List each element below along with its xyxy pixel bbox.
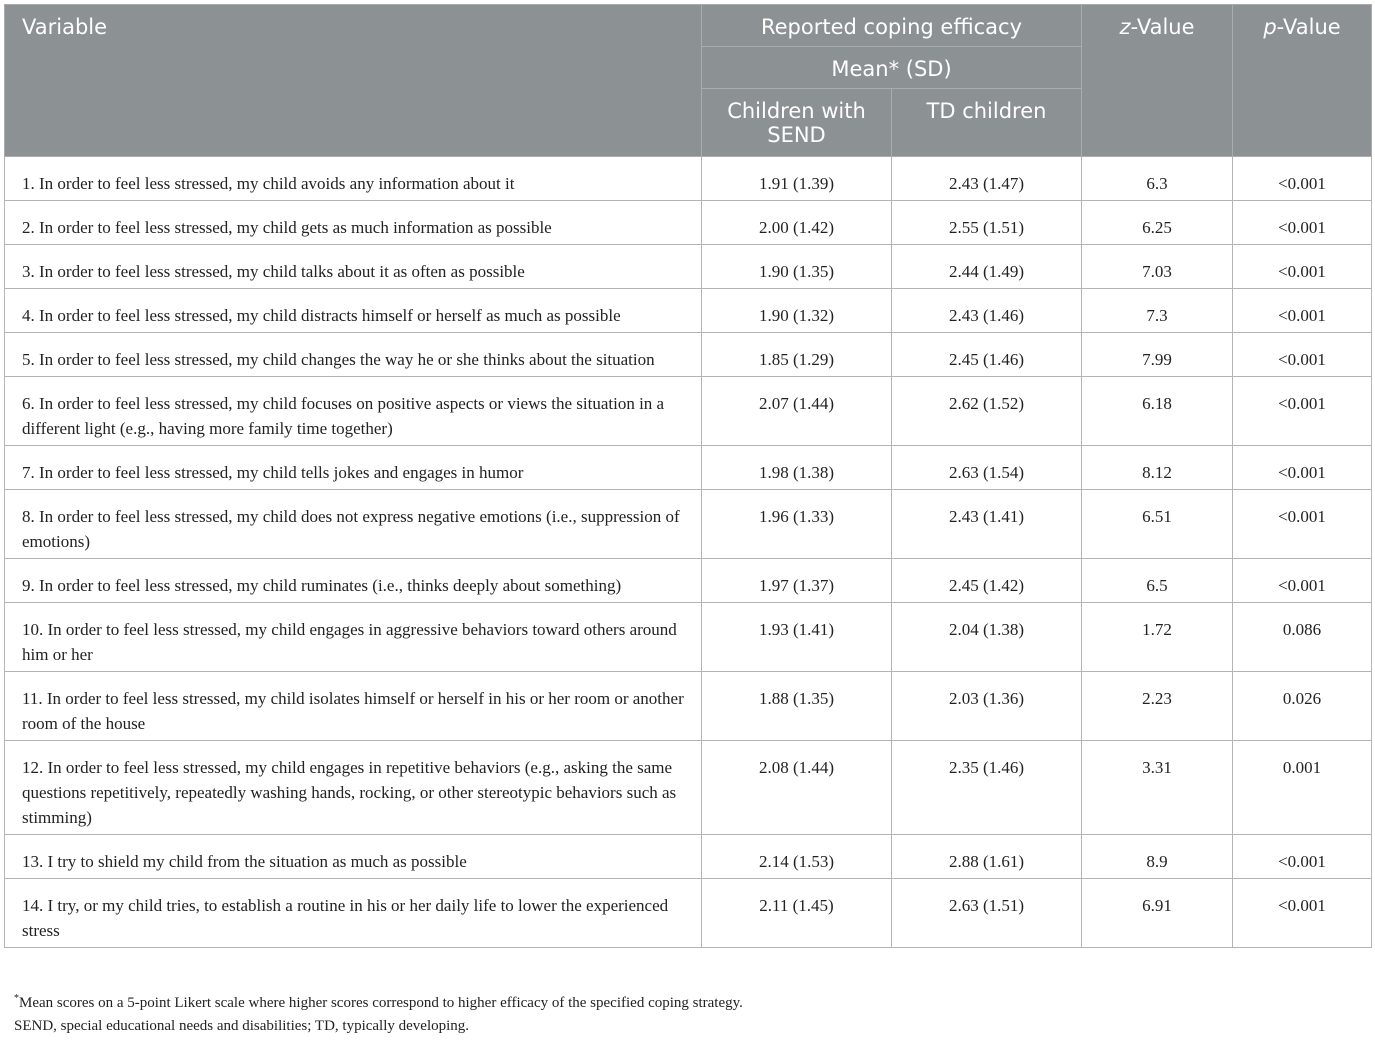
send-mean-cell: 1.93 (1.41) <box>702 603 892 672</box>
z-value-cell: 6.51 <box>1082 490 1233 559</box>
p-italic: p <box>1263 15 1277 39</box>
send-mean-cell: 1.85 (1.29) <box>702 333 892 377</box>
p-value-cell: <0.001 <box>1233 333 1372 377</box>
p-value-cell: 0.026 <box>1233 672 1372 741</box>
p-value-cell: <0.001 <box>1233 835 1372 879</box>
td-mean-cell: 2.45 (1.46) <box>892 333 1082 377</box>
header-coping-efficacy: Reported coping efficacy <box>702 5 1082 47</box>
variable-cell: 5. In order to feel less stressed, my child changes the way he or she thinks about the situation <box>5 333 702 377</box>
variable-cell: 11. In order to feel less stressed, my child isolates himself or herself in his or her room or another room of the house <box>5 672 702 741</box>
table-row <box>5 333 1372 377</box>
table-body <box>5 157 1372 948</box>
variable-cell: 4. In order to feel less stressed, my child distracts himself or herself as much as possible <box>5 289 702 333</box>
variable-cell: 9. In order to feel less stressed, my child ruminates (i.e., thinks deeply about something) <box>5 559 702 603</box>
z-value-cell: 7.03 <box>1082 245 1233 289</box>
z-value-cell: 6.3 <box>1082 157 1233 201</box>
z-value-cell: 6.91 <box>1082 879 1233 948</box>
footnote-1-text: Mean scores on a 5-point Likert scale where higher scores correspond to higher efficacy of the specified coping strategy. <box>19 995 743 1011</box>
z-value-cell: 2.23 <box>1082 672 1233 741</box>
z-italic: z <box>1119 15 1131 39</box>
td-mean-cell: 2.63 (1.51) <box>892 879 1082 948</box>
results-table <box>4 4 1372 948</box>
p-label: -Value <box>1276 15 1341 39</box>
header-send: Children with SEND <box>702 89 892 157</box>
table-row <box>5 377 1372 446</box>
variable-cell: 2. In order to feel less stressed, my child gets as much information as possible <box>5 201 702 245</box>
td-mean-cell: 2.43 (1.47) <box>892 157 1082 201</box>
p-value-cell: <0.001 <box>1233 289 1372 333</box>
p-value-cell: 0.001 <box>1233 741 1372 835</box>
variable-cell: 7. In order to feel less stressed, my child tells jokes and engages in humor <box>5 446 702 490</box>
send-mean-cell: 1.96 (1.33) <box>702 490 892 559</box>
footnote-marker: * <box>14 993 19 1004</box>
p-value-cell: 0.086 <box>1233 603 1372 672</box>
table-row <box>5 672 1372 741</box>
header-mean-sd: Mean* (SD) <box>702 47 1082 89</box>
table-row <box>5 289 1372 333</box>
z-value-cell: 6.5 <box>1082 559 1233 603</box>
z-value-cell: 6.25 <box>1082 201 1233 245</box>
table-row <box>5 157 1372 201</box>
p-value-cell: <0.001 <box>1233 559 1372 603</box>
variable-cell: 14. I try, or my child tries, to establish a routine in his or her daily life to lower the experienced stress <box>5 879 702 948</box>
send-mean-cell: 1.98 (1.38) <box>702 446 892 490</box>
td-mean-cell: 2.45 (1.42) <box>892 559 1082 603</box>
header-z-value <box>1082 5 1233 157</box>
z-value-cell: 7.3 <box>1082 289 1233 333</box>
send-mean-cell: 1.88 (1.35) <box>702 672 892 741</box>
send-mean-cell: 2.14 (1.53) <box>702 835 892 879</box>
td-mean-cell: 2.43 (1.46) <box>892 289 1082 333</box>
variable-cell: 12. In order to feel less stressed, my child engages in repetitive behaviors (e.g., asking the same questions repetitively, repeatedly washing hands, rocking, or other stereotypic behaviors such as stimming) <box>5 741 702 835</box>
table-row <box>5 879 1372 948</box>
send-mean-cell: 1.90 (1.35) <box>702 245 892 289</box>
z-value-cell: 6.18 <box>1082 377 1233 446</box>
td-mean-cell: 2.88 (1.61) <box>892 835 1082 879</box>
header-p-value <box>1233 5 1372 157</box>
table-row <box>5 559 1372 603</box>
td-mean-cell: 2.03 (1.36) <box>892 672 1082 741</box>
table-header <box>5 5 1372 157</box>
z-value-cell: 7.99 <box>1082 333 1233 377</box>
p-value-cell: <0.001 <box>1233 377 1372 446</box>
p-value-cell: <0.001 <box>1233 490 1372 559</box>
td-mean-cell: 2.55 (1.51) <box>892 201 1082 245</box>
table-row <box>5 201 1372 245</box>
td-mean-cell: 2.44 (1.49) <box>892 245 1082 289</box>
send-mean-cell: 2.00 (1.42) <box>702 201 892 245</box>
table-row <box>5 603 1372 672</box>
footnote-1 <box>14 993 743 1012</box>
td-mean-cell: 2.62 (1.52) <box>892 377 1082 446</box>
send-mean-cell: 2.11 (1.45) <box>702 879 892 948</box>
p-value-cell: <0.001 <box>1233 245 1372 289</box>
table-row <box>5 835 1372 879</box>
z-label: -Value <box>1130 15 1195 39</box>
z-value-cell: 3.31 <box>1082 741 1233 835</box>
td-mean-cell: 2.35 (1.46) <box>892 741 1082 835</box>
variable-cell: 13. I try to shield my child from the situation as much as possible <box>5 835 702 879</box>
send-mean-cell: 1.90 (1.32) <box>702 289 892 333</box>
table-row <box>5 446 1372 490</box>
p-value-cell: <0.001 <box>1233 157 1372 201</box>
header-td: TD children <box>892 89 1082 157</box>
z-value-cell: 1.72 <box>1082 603 1233 672</box>
td-mean-cell: 2.43 (1.41) <box>892 490 1082 559</box>
variable-cell: 10. In order to feel less stressed, my child engages in aggressive behaviors toward others around him or her <box>5 603 702 672</box>
send-mean-cell: 1.97 (1.37) <box>702 559 892 603</box>
send-mean-cell: 1.91 (1.39) <box>702 157 892 201</box>
p-value-cell: <0.001 <box>1233 446 1372 490</box>
table-row <box>5 245 1372 289</box>
variable-cell: 8. In order to feel less stressed, my child does not express negative emotions (i.e., suppression of emotions) <box>5 490 702 559</box>
table-row <box>5 490 1372 559</box>
td-mean-cell: 2.04 (1.38) <box>892 603 1082 672</box>
footnote-2: SEND, special educational needs and disabilities; TD, typically developing. <box>14 1018 470 1034</box>
table-row <box>5 741 1372 835</box>
p-value-cell: <0.001 <box>1233 879 1372 948</box>
variable-cell: 1. In order to feel less stressed, my child avoids any information about it <box>5 157 702 201</box>
z-value-cell: 8.12 <box>1082 446 1233 490</box>
td-mean-cell: 2.63 (1.54) <box>892 446 1082 490</box>
send-mean-cell: 2.07 (1.44) <box>702 377 892 446</box>
header-variable: Variable <box>5 5 702 157</box>
p-value-cell: <0.001 <box>1233 201 1372 245</box>
z-value-cell: 8.9 <box>1082 835 1233 879</box>
send-mean-cell: 2.08 (1.44) <box>702 741 892 835</box>
variable-cell: 3. In order to feel less stressed, my child talks about it as often as possible <box>5 245 702 289</box>
variable-cell: 6. In order to feel less stressed, my child focuses on positive aspects or views the situation in a different light (e.g., having more family time together) <box>5 377 702 446</box>
